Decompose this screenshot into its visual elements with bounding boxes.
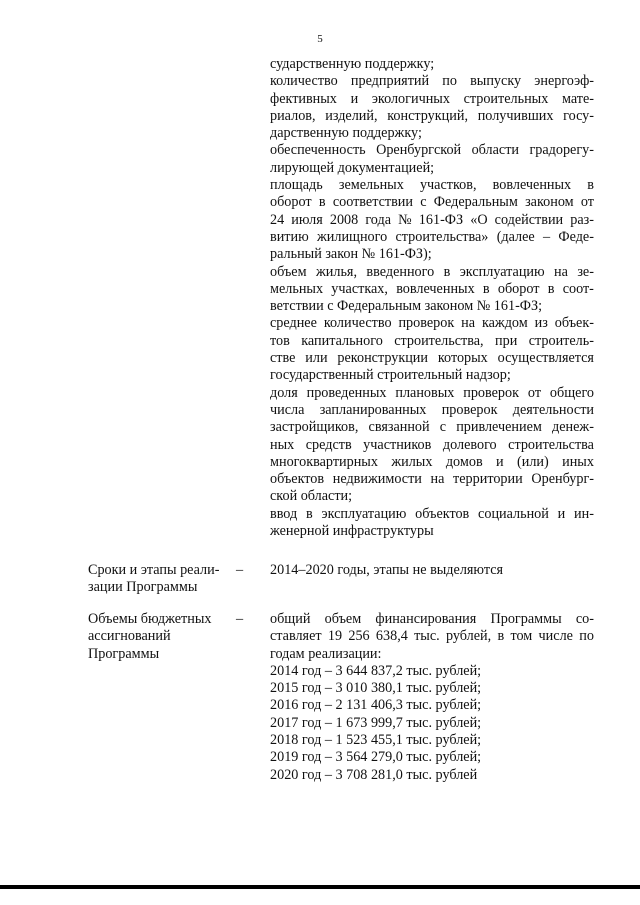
text-line: лирующей документацией; xyxy=(270,159,435,176)
text-line: ставляет 19 256 638,4 тыс. рублей, в том числе по xyxy=(270,628,594,645)
label-line: Программы xyxy=(88,645,160,662)
label-line: зации Программы xyxy=(88,579,198,596)
text-line: застройщиков, связанной с привлечением денеж- xyxy=(270,419,594,436)
text-line: 24 июля 2008 года № 161-ФЗ «О содействии раз- xyxy=(270,211,594,228)
text-line: обеспеченность Оренбургской области градорегу- xyxy=(270,142,594,159)
page-number: 5 xyxy=(317,33,323,45)
budget-text xyxy=(270,611,594,784)
text-line: стве или реконструкции которых осуществляется xyxy=(270,350,594,367)
terms-dash: – xyxy=(236,562,244,578)
year-allocation-line: 2020 год – 3 708 281,0 тыс. рублей xyxy=(270,766,478,783)
budget-dash: – xyxy=(236,611,244,627)
bottom-rule xyxy=(0,885,640,889)
year-allocation-line: 2016 год – 2 131 406,3 тыс. рублей; xyxy=(270,697,482,714)
text-line: среднее количество проверок на каждом из объек- xyxy=(270,315,594,332)
text-line: количество предприятий по выпуску энергоэф- xyxy=(270,73,594,90)
text-line: ветствии с Федеральным законом № 161-ФЗ; xyxy=(270,298,543,315)
text-line: числа запланированных проверок деятельности xyxy=(270,401,594,418)
text-line: ввод в эксплуатацию объектов социальной и ин- xyxy=(270,505,594,522)
year-allocation-line: 2017 год – 1 673 999,7 тыс. рублей; xyxy=(270,714,482,731)
terms-label xyxy=(88,562,238,597)
text-line: объектов недвижимости на территории Оренбург- xyxy=(270,471,594,488)
text-line: тов капитального строительства, при строитель- xyxy=(270,332,594,349)
label-line: Объемы бюджетных xyxy=(88,611,212,627)
text-line: площадь земельных участков, вовлеченных в xyxy=(270,177,594,194)
indicators-list xyxy=(270,56,594,540)
budget-label xyxy=(88,611,238,663)
text-line: объем жилья, введенного в эксплуатацию на зе- xyxy=(270,263,594,280)
text-line: дарственную поддержку; xyxy=(270,125,422,142)
year-allocation-line: 2018 год – 1 523 455,1 тыс. рублей; xyxy=(270,732,482,749)
text-line: ных средств участников долевого строительства xyxy=(270,436,594,453)
text-line: риалов, изделий, конструкций, получивших госу- xyxy=(270,107,594,124)
text-line: государственный строительный надзор; xyxy=(270,367,511,384)
text-line: ральный закон № 161-ФЗ); xyxy=(270,246,432,263)
text-line: ской области; xyxy=(270,488,353,505)
text-line: мельных участках, вовлеченных в оборот в соот- xyxy=(270,280,594,297)
text-line: сударственную поддержку; xyxy=(270,56,435,72)
terms-value-text: 2014–2020 годы, этапы не выделяются xyxy=(270,562,504,578)
text-line: годам реализации: xyxy=(270,645,382,662)
text-line: многоквартирных жилых домов и (или) иных xyxy=(270,453,594,470)
text-line: женерной инфраструктуры xyxy=(270,523,434,540)
text-line: фективных и экологичных строительных мате- xyxy=(270,90,594,107)
year-allocation-line: 2014 год – 3 644 837,2 тыс. рублей; xyxy=(270,662,482,679)
label-line: Сроки и этапы реали- xyxy=(88,562,220,578)
terms-value xyxy=(270,562,594,579)
year-allocation-line: 2019 год – 3 564 279,0 тыс. рублей; xyxy=(270,749,482,766)
text-line: доля проведенных плановых проверок от общего xyxy=(270,384,594,401)
text-line: витию жилищного строительства» (далее – Феде- xyxy=(270,228,594,245)
text-line: оборот в соответствии с Федеральным законом от xyxy=(270,194,594,211)
text-line: общий объем финансирования Программы со- xyxy=(270,611,594,627)
label-line: ассигнований xyxy=(88,628,171,645)
year-allocation-line: 2015 год – 3 010 380,1 тыс. рублей; xyxy=(270,680,482,697)
